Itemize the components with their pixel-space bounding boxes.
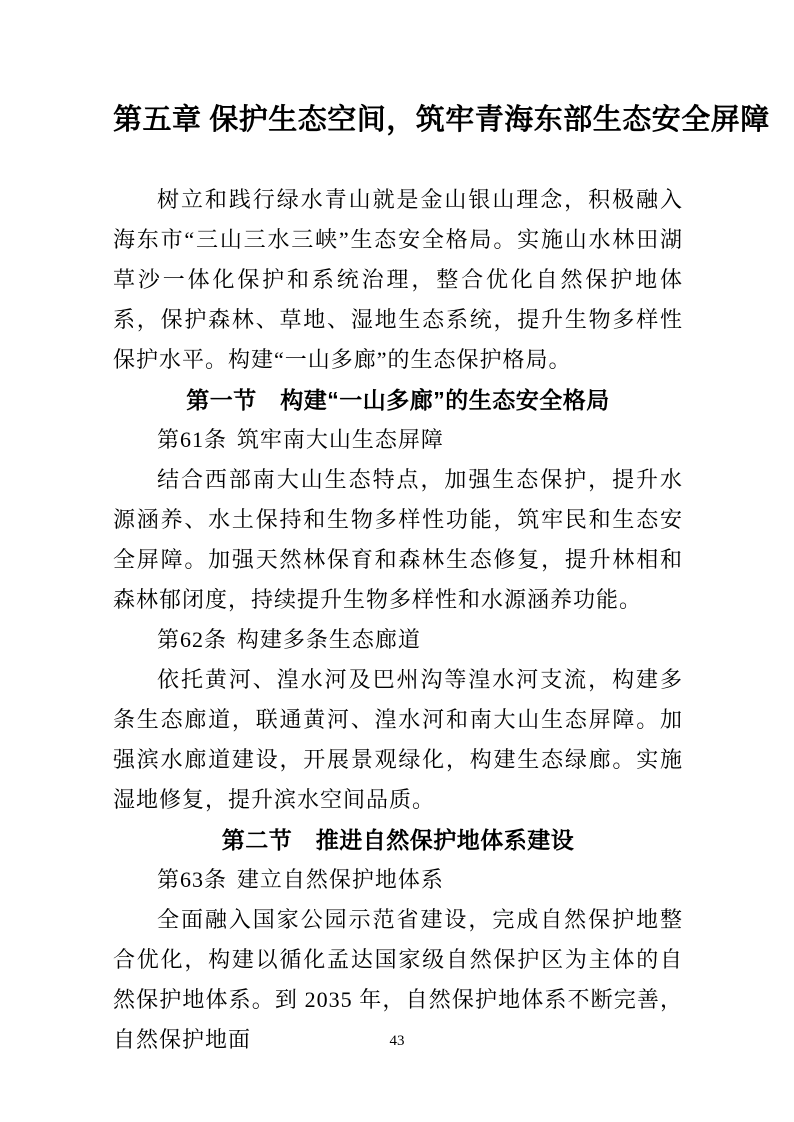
article-62-label: 第62条 [157,627,228,652]
article-63-body: 全面融入国家公园示范省建设，完成自然保护地整合优化，构建以循化孟达国家级自然保护区为主体的自然保护地体系。到 2035 年，自然保护地体系不断完善，自然保护地面 [113,907,683,1052]
article-61-body: 结合西部南大山生态特点，加强生态保护，提升水源涵养、水土保持和生物多样性功能，筑牢民和生态安全屏障。加强天然林保育和森林生态修复，提升林相和森林郁闭度，持续提升生物多样性和水源涵养功能。 [113,467,683,612]
page-content [113,100,770,1060]
section-1-heading: 第一节 构建“一山多廊”的生态安全格局 [186,387,610,413]
article-61-label: 第61条 [157,427,228,452]
section-2-heading: 第二节 推进自然保护地体系建设 [221,827,575,853]
article-63-heading [113,860,683,900]
intro-paragraph: 树立和践行绿水青山就是金山银山理念，积极融入海东市“三山三水三峡”生态安全格局。实施山水林田湖草沙一体化保护和系统治理，整合优化自然保护地体系，保护森林、草地、湿地生态系统，提升生物多样性保护水平。构建“一山多廊”的生态保护格局。 [113,187,683,372]
article-61-title: 筑牢南大山生态屏障 [236,427,444,452]
chapter-title: 第五章 保护生态空间，筑牢青海东部生态安全屏障 [113,104,770,136]
page-number: 43 [389,1033,405,1049]
article-63-label: 第63条 [157,867,228,892]
article-63-title: 建立自然保护地体系 [236,867,444,892]
article-62-body: 依托黄河、湟水河及巴州沟等湟水河支流，构建多条生态廊道，联通黄河、湟水河和南大山生态屏障。加强滨水廊道建设，开展景观绿化，构建生态绿廊。实施湿地修复，提升滨水空间品质。 [113,667,683,812]
article-61-heading [113,420,683,460]
article-62-heading [113,620,683,660]
article-62-title: 构建多条生态廊道 [236,627,421,652]
